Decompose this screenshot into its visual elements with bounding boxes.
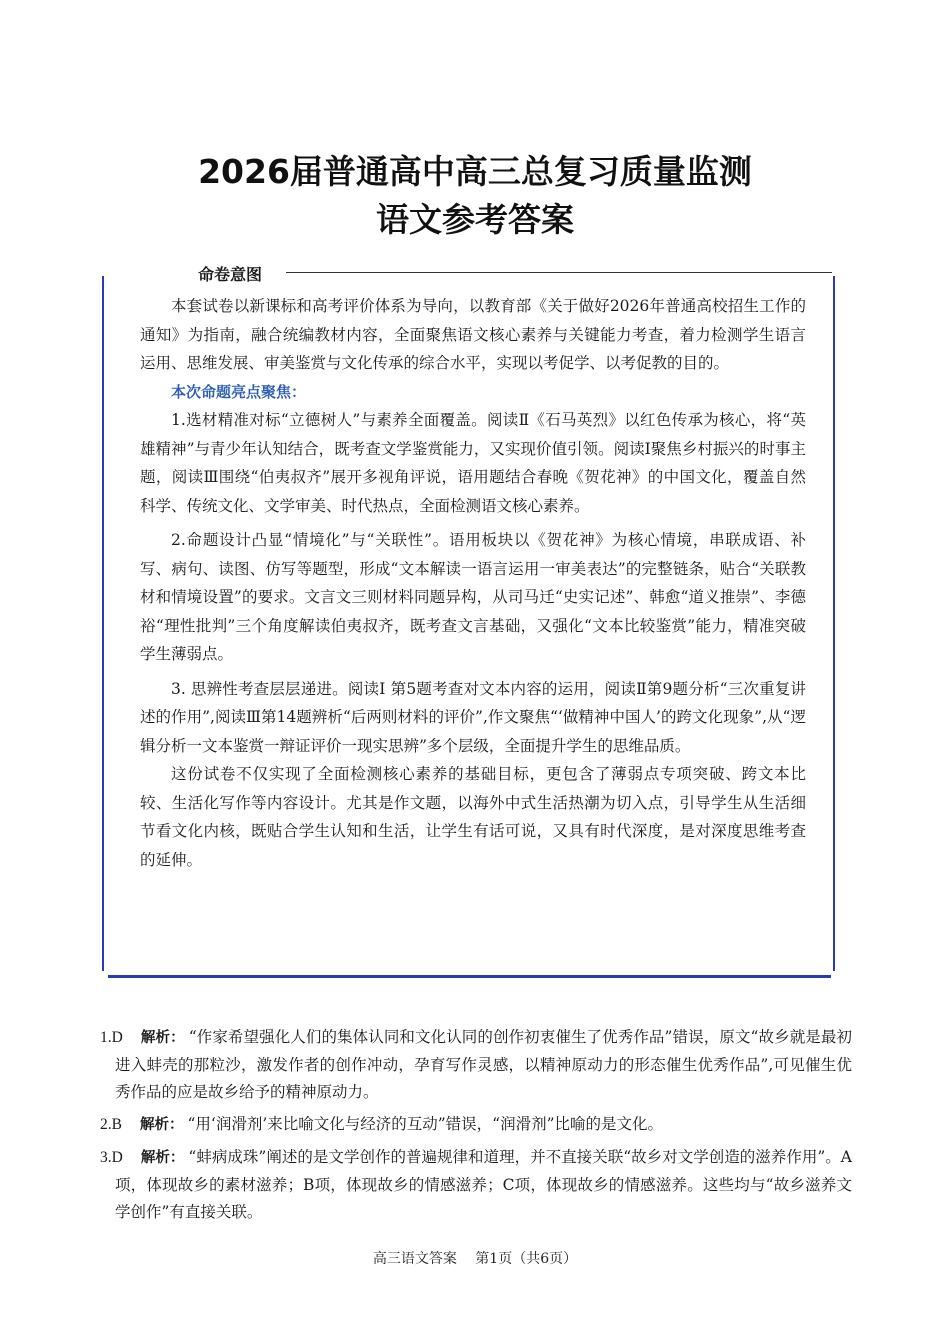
highlight-heading-text: 本次命题亮点聚焦： [171,382,307,401]
box-bottom-border [108,975,831,978]
page-footer: 高三语文答案 第1页（共6页） [372,1251,578,1267]
analysis-label: 解析： [140,1030,185,1046]
highlight-heading [140,378,806,407]
intent-heading: 命卷意图 [198,265,263,284]
answer-item [100,1111,852,1139]
highlight-point-3: 3. 思辨性考查层层递进。阅读Ⅰ 第5题考查对文本内容的运用，阅读Ⅱ第9题分析“三次重复讲述的作用”,阅读Ⅲ第14题辨析“后两则材料的评价”,作文聚焦“‘做精神中国人’的跨文化现象”,从“逻辑分析一文本鉴赏一辩证评价一现实思辨”多个层级，全面提升学生的思维品质。 [140,679,806,755]
page-subtitle: 语文参考答案 [376,200,574,239]
answer-text: “蚌病成珠”阐述的是文学创作的普遍规律和道理，并不直接关联“故乡对文学创造的滋养作用”。A项，体现故乡的素材滋养；B项，体现故乡的情感滋养；C项，体现故乡的情感滋养。这些均与“故乡滋养文学创作”有直接关联。 [115,1148,853,1221]
answer-item [100,1144,852,1226]
intent-conclusion: 这份试卷不仅实现了全面检测核心素养的基础目标，更包含了薄弱点专项突破、跨文本比较、生活化写作等内容设计。尤其是作文题，以海外中式生活热潮为切入点，引导学生从生活细节看文化内核，既贴合学生认知和生活，让学生有话可说，又具有时代深度，是对深度思维考查的延伸。 [140,765,806,869]
heading-rule [286,272,832,273]
answer-number: 1.D [100,1029,123,1046]
answer-number: 3.D [100,1149,123,1166]
box-right-border [833,276,835,971]
answer-list [100,1024,852,1231]
answer-item [100,1024,852,1106]
analysis-label: 解析： [139,1117,184,1133]
analysis-label: 解析： [140,1150,185,1166]
box-left-border [102,276,104,971]
intent-box [140,292,806,874]
page-title: 2026届普通高中高三总复习质量监测 [198,152,752,191]
intent-paragraph: 本套试卷以新课标和高考评价体系为导向，以教育部《关于做好2026年普通高校招生工作的通知》为指南，融合统编教材内容，全面聚焦语文核心素养与关键能力考查，着力检测学生语言运用、思维发展、审美鉴赏与文化传承的综合水平，实现以考促学、以考促教的目的。 [140,297,806,372]
highlight-point-2: 2.命题设计凸显“情境化”与“关联性”。语用板块以《贺花神》为核心情境，串联成语、补写、病句、读图、仿写等题型，形成“文本解读一语言运用一审美表达”的完整链条，贴合“关联教材和情境设置”的要求。文言文三则材料同题异构，从司马迁“史实记述”、韩愈“道义推崇”、李德裕“理性批判”三个角度解读伯夷叔齐，既考查文言基础，又强化“文本比较鉴赏”能力，精准突破学生薄弱点。 [140,531,806,663]
answer-number: 2.B [100,1116,122,1133]
highlight-point-1: 1.选材精准对标“立德树人”与素养全面覆盖。阅读Ⅱ《石马英烈》以红色传承为核心，将“英雄精神”与青少年认知结合，既考查文学鉴赏能力，又实现价值引领。阅读Ⅰ聚焦乡村振兴的时事主题，阅读Ⅲ围绕“伯夷叔齐”展开多视角评说，语用题结合春晚《贺花神》的中国文化，覆盖自然科学、传统文化、文学审美、时代热点，全面检测语文核心素养。 [140,411,806,515]
answer-text: “用‘润滑剂’来比喻文化与经济的互动”错误，“润滑剂”比喻的是文化。 [187,1115,664,1133]
answer-text: “作家希望强化人们的集体认同和文化认同的创作初衷催生了优秀作品”错误，原文“故乡就是最初进入蚌壳的那粒沙，激发作者的创作冲动，孕育写作灵感，以精神原动力的形态催生优秀作品”,可见催生优秀作品的应是故乡给予的精神原动力。 [115,1028,852,1101]
